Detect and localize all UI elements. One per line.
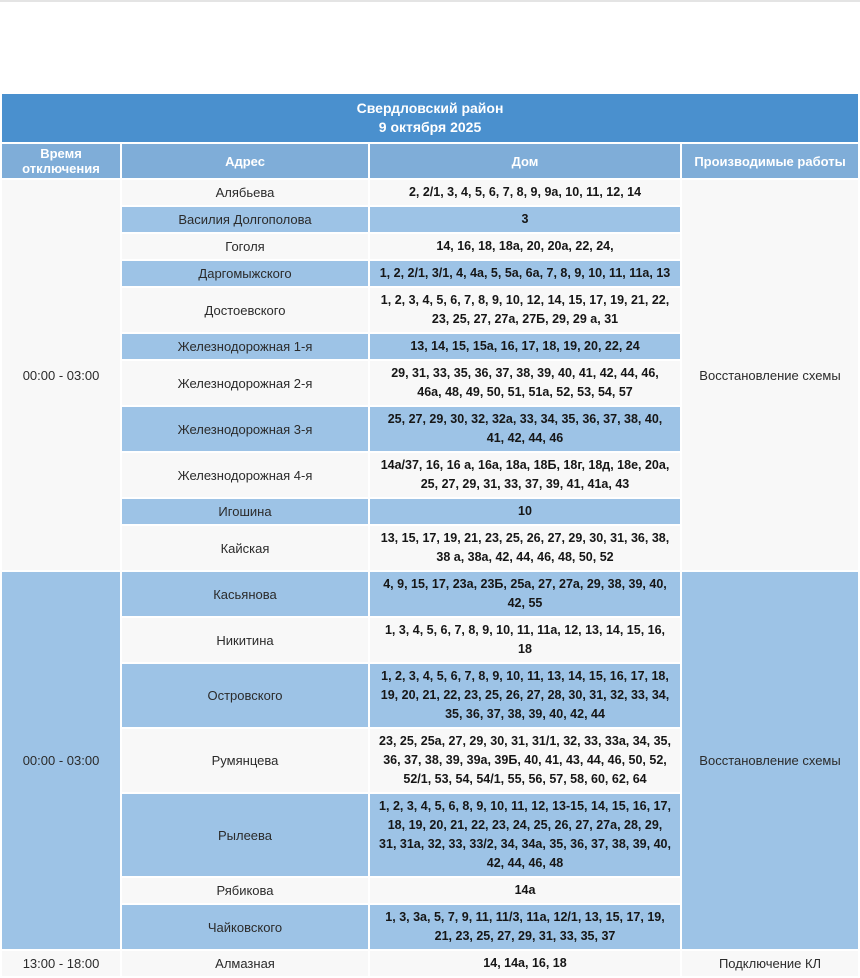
houses-cell: 25, 27, 29, 30, 32, 32а, 33, 34, 35, 36, 37, 38, 40, 41, 42, 44, 46 — [370, 407, 680, 451]
time-cell-group1: 00:00 - 03:00 — [2, 180, 120, 570]
address-cell: Алмазная — [122, 951, 368, 976]
address-cell: Касьянова — [122, 572, 368, 616]
address-cell: Гоголя — [122, 234, 368, 259]
column-header-time: Время отключения — [2, 144, 120, 178]
column-header-address: Адрес — [122, 144, 368, 178]
address-cell: Алябьева — [122, 180, 368, 205]
address-cell: Железнодорожная 3-я — [122, 407, 368, 451]
table-row — [2, 572, 858, 616]
address-cell: Никитина — [122, 618, 368, 662]
houses-cell: 1, 2, 3, 4, 5, 6, 7, 8, 9, 10, 11, 13, 14, 15, 16, 17, 18, 19, 20, 21, 22, 23, 25, 26, 27, 28, 30, 31, 32, 33, 34, 35, 36, 37, 38, 39, 40, 42, 44 — [370, 664, 680, 727]
houses-cell: 14, 14а, 16, 18 — [370, 951, 680, 976]
houses-cell: 3 — [370, 207, 680, 232]
table-row — [2, 180, 858, 205]
table-title — [2, 94, 858, 142]
houses-cell: 14, 16, 18, 18а, 20, 20а, 22, 24, — [370, 234, 680, 259]
address-cell: Рябикова — [122, 878, 368, 903]
address-cell: Достоевского — [122, 288, 368, 332]
houses-cell: 1, 2, 2/1, 3/1, 4, 4а, 5, 5а, 6а, 7, 8, 9, 10, 11, 11а, 13 — [370, 261, 680, 286]
houses-cell: 1, 2, 3, 4, 5, 6, 8, 9, 10, 11, 12, 13-15, 14, 15, 16, 17, 18, 19, 20, 21, 22, 23, 24, 25, 26, 27, 27а, 28, 29, 31, 31а, 32, 33, 33/2, 34, 34а, 35, 36, 37, 38, 39, 40, 42, 44, 46, 48 — [370, 794, 680, 876]
houses-cell: 10 — [370, 499, 680, 524]
address-cell: Железнодорожная 2-я — [122, 361, 368, 405]
address-cell: Даргомыжского — [122, 261, 368, 286]
works-cell-group3: Подключение КЛ — [682, 951, 858, 976]
page-top-divider — [0, 0, 860, 2]
houses-cell: 14а — [370, 878, 680, 903]
houses-cell: 1, 2, 3, 4, 5, 6, 7, 8, 9, 10, 12, 14, 15, 17, 19, 21, 22, 23, 25, 27, 27а, 27Б, 29, 29 а, 31 — [370, 288, 680, 332]
houses-cell: 1, 3, 4, 5, 6, 7, 8, 9, 10, 11, 11а, 12, 13, 14, 15, 16, 18 — [370, 618, 680, 662]
works-cell-group2: Восстановление схемы — [682, 572, 858, 949]
column-header-row — [2, 144, 858, 178]
address-cell: Чайковского — [122, 905, 368, 949]
time-cell-group3: 13:00 - 18:00 — [2, 951, 120, 976]
houses-cell: 13, 15, 17, 19, 21, 23, 25, 26, 27, 29, 30, 31, 36, 38, 38 а, 38а, 42, 44, 46, 48, 50, 52 — [370, 526, 680, 570]
houses-cell: 29, 31, 33, 35, 36, 37, 38, 39, 40, 41, 42, 44, 46, 46а, 48, 49, 50, 51, 51а, 52, 53, 54, 57 — [370, 361, 680, 405]
houses-cell: 2, 2/1, 3, 4, 5, 6, 7, 8, 9, 9а, 10, 11, 12, 14 — [370, 180, 680, 205]
address-cell: Железнодорожная 1-я — [122, 334, 368, 359]
region-title: Свердловский район — [356, 100, 504, 116]
address-cell: Игошина — [122, 499, 368, 524]
column-header-house: Дом — [370, 144, 680, 178]
address-cell: Василия Долгополова — [122, 207, 368, 232]
houses-cell: 1, 3, 3а, 5, 7, 9, 11, 11/3, 11а, 12/1, 13, 15, 17, 19, 21, 23, 25, 27, 29, 31, 33, 35, 37 — [370, 905, 680, 949]
address-cell: Румянцева — [122, 729, 368, 792]
houses-cell: 14а/37, 16, 16 а, 16а, 18а, 18Б, 18г, 18д, 18е, 20а, 25, 27, 29, 31, 33, 37, 39, 41, 41а, 43 — [370, 453, 680, 497]
outage-schedule-table — [0, 92, 860, 978]
address-cell: Островского — [122, 664, 368, 727]
address-cell: Кайская — [122, 526, 368, 570]
schedule-date: 9 октября 2025 — [378, 119, 482, 135]
houses-cell: 13, 14, 15, 15а, 16, 17, 18, 19, 20, 22, 24 — [370, 334, 680, 359]
works-cell-group1: Восстановление схемы — [682, 180, 858, 570]
address-cell: Рылеева — [122, 794, 368, 876]
column-header-works: Производимые работы — [682, 144, 858, 178]
houses-cell: 4, 9, 15, 17, 23а, 23Б, 25а, 27, 27а, 29, 38, 39, 40, 42, 55 — [370, 572, 680, 616]
address-cell: Железнодорожная 4-я — [122, 453, 368, 497]
table-row — [2, 951, 858, 976]
table-title-row — [2, 94, 858, 142]
time-cell-group2: 00:00 - 03:00 — [2, 572, 120, 949]
houses-cell: 23, 25, 25а, 27, 29, 30, 31, 31/1, 32, 33, 33а, 34, 35, 36, 37, 38, 39, 39а, 39Б, 40, 41, 43, 44, 46, 50, 52, 52/1, 53, 54, 54/1, 55, 56, 57, 58, 60, 62, 64 — [370, 729, 680, 792]
